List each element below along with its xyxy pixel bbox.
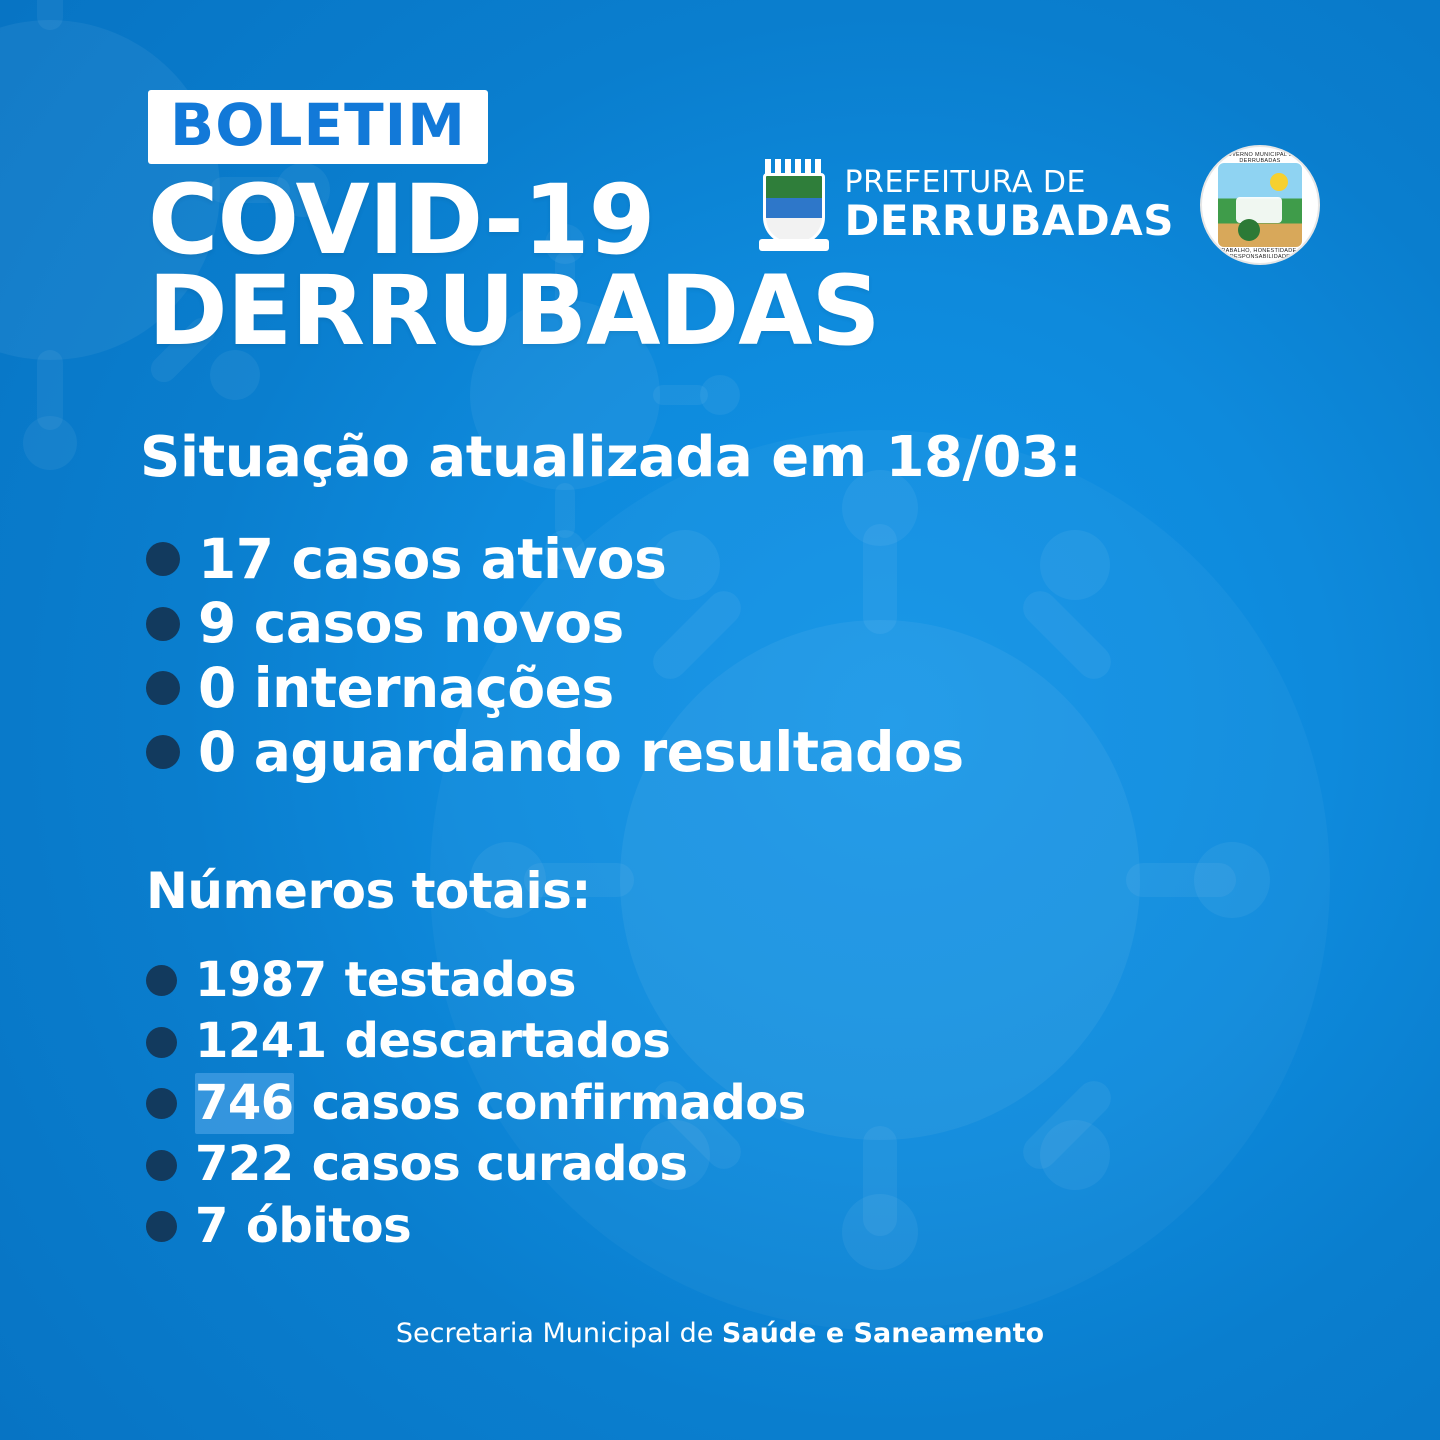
bullet-icon: [146, 1088, 177, 1119]
list-item: [146, 1134, 806, 1195]
list-item: [146, 1073, 806, 1134]
stat-label: testados: [344, 952, 576, 1008]
seal-arc-bottom-text: TRABALHO, HONESTIDADE E RESPONSABILIDADE: [1217, 248, 1303, 260]
prefeitura-line-2: DERRUBADAS: [844, 195, 1174, 245]
stat-label: óbitos: [245, 1197, 412, 1254]
list-item: [146, 720, 964, 784]
stat-value: 722: [195, 1136, 294, 1193]
totais-title: Números totais:: [146, 862, 591, 920]
list-item: [146, 591, 964, 655]
bullet-icon: [146, 1150, 177, 1181]
list-item: [146, 656, 964, 720]
seal-arc-top-text: GOVERNO MUNICIPAL DE DERRUBADAS: [1222, 152, 1298, 164]
situacao-title: Situação atualizada em 18/03:: [140, 425, 1082, 490]
stat-value: 0: [198, 720, 236, 785]
footer-strong: Saúde e Saneamento: [721, 1318, 1045, 1349]
stat-label: casos curados: [311, 1136, 688, 1193]
footer-prefix: Secretaria Municipal de: [395, 1318, 722, 1349]
title-line-1: COVID-19: [148, 164, 655, 276]
list-item: [146, 1011, 806, 1072]
bullet-icon: [146, 965, 177, 996]
totais-list: [146, 950, 806, 1257]
list-item: [146, 1196, 806, 1257]
stat-value: 1987: [195, 952, 327, 1008]
bullet-icon: [146, 671, 180, 705]
situacao-list: [146, 527, 964, 784]
bullet-icon: [146, 1027, 177, 1058]
bullet-icon: [146, 607, 180, 641]
bullet-icon: [146, 1211, 177, 1242]
stat-label: descartados: [344, 1013, 671, 1070]
stat-label: aguardando resultados: [253, 720, 964, 785]
prefeitura-line-1: PREFEITURA DE: [844, 165, 1086, 201]
stat-label: casos ativos: [291, 527, 667, 591]
list-item: [146, 527, 964, 591]
title-line-2: DERRUBADAS: [148, 255, 880, 368]
stat-value: 9: [198, 591, 236, 656]
stat-label: casos novos: [253, 591, 624, 656]
stat-value: 17: [198, 527, 274, 591]
stat-value: 746: [195, 1073, 294, 1134]
stat-value: 0: [198, 655, 236, 720]
stat-label: internações: [253, 655, 614, 720]
boletim-badge: BOLETIM: [148, 90, 488, 164]
stat-value: 1241: [195, 1013, 327, 1070]
bullet-icon: [146, 735, 180, 769]
stat-label: casos confirmados: [311, 1074, 806, 1131]
stat-value: 7: [195, 1197, 228, 1254]
footer-credit: [0, 1318, 1440, 1349]
bullet-icon: [146, 542, 180, 576]
list-item: [146, 950, 806, 1011]
